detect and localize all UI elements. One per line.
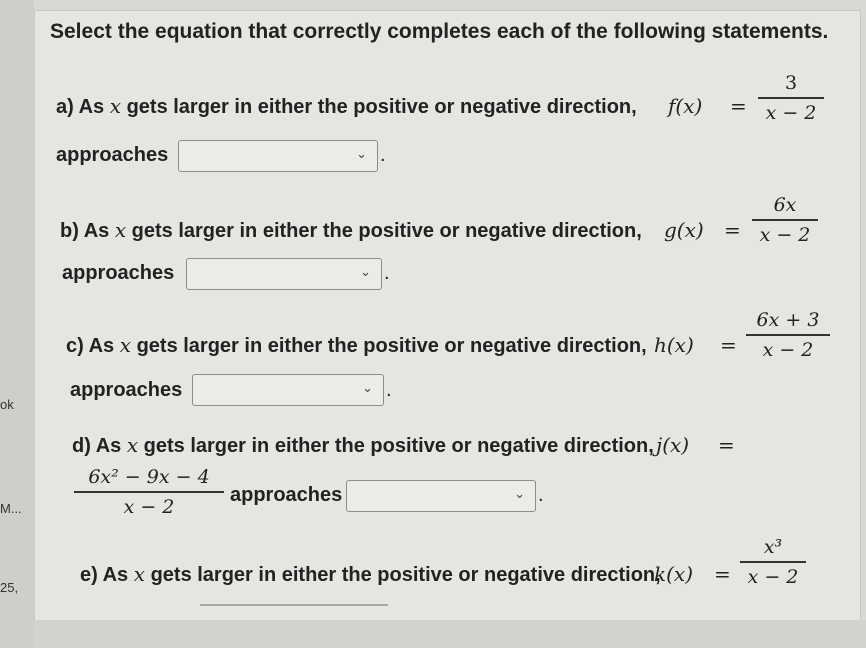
question-a-numerator: 3 — [784, 72, 798, 94]
question-c-var: x — [119, 333, 132, 357]
question-c-fraction — [746, 309, 830, 361]
question-a-period: . — [380, 144, 386, 166]
question-c-equals: = — [720, 333, 737, 357]
question-d-suffix: gets larger in either the positive or negative direction, — [138, 435, 654, 457]
question-d-function: j(x) — [656, 433, 690, 457]
question-b-prefix: b) As — [60, 220, 115, 242]
question-b-var: x — [114, 218, 127, 242]
question-e-var: x — [133, 562, 146, 586]
question-e-function: k(x) — [654, 562, 694, 586]
question-e-fraction — [740, 536, 806, 588]
question-a-fraction — [758, 72, 824, 124]
question-d-dropdown[interactable] — [346, 480, 536, 512]
question-a-text — [56, 94, 637, 119]
question-a-var: x — [109, 94, 122, 118]
question-c-denominator: x − 2 — [762, 339, 814, 361]
sidebar-label-m: M... — [0, 501, 22, 516]
question-d-text — [72, 433, 654, 458]
chevron-down-icon: ⌄ — [360, 265, 371, 280]
question-b-denominator: x − 2 — [759, 224, 811, 246]
question-b-numerator: 6x — [773, 194, 797, 216]
chevron-down-icon: ⌄ — [362, 381, 373, 396]
question-d-prefix: d) As — [72, 435, 127, 457]
question-d-numerator: 6x² − 9x − 4 — [88, 466, 210, 488]
question-d-period: . — [538, 484, 544, 506]
question-e-denominator: x − 2 — [747, 566, 799, 588]
question-e-dropdown-partial[interactable] — [200, 604, 388, 606]
question-c-suffix: gets larger in either the positive or negative direction, — [131, 335, 647, 357]
question-c-approaches: approaches — [70, 379, 183, 401]
question-a-function: f(x) — [668, 94, 703, 118]
question-b-function: g(x) — [664, 218, 704, 242]
question-b-equals: = — [724, 218, 741, 242]
question-b-approaches: approaches — [62, 262, 175, 284]
chevron-down-icon: ⌄ — [356, 147, 367, 162]
question-a-approaches: approaches — [56, 144, 169, 166]
question-d-fraction — [74, 466, 224, 518]
question-b-fraction — [752, 194, 818, 246]
question-c-text — [66, 333, 647, 358]
question-a-equals: = — [730, 94, 747, 118]
question-e-text — [80, 562, 661, 587]
question-a-suffix: gets larger in either the positive or negative direction, — [121, 96, 637, 118]
question-c-numerator: 6x + 3 — [756, 309, 820, 331]
question-b-suffix: gets larger in either the positive or negative direction, — [126, 220, 642, 242]
question-a-denominator: x − 2 — [765, 102, 817, 124]
question-b-period: . — [384, 262, 390, 284]
sidebar-label-25: 25, — [0, 580, 19, 595]
chevron-down-icon: ⌄ — [514, 487, 525, 502]
question-e-numerator: x³ — [763, 536, 783, 558]
question-d-var: x — [126, 433, 139, 457]
instruction-text: Select the equation that correctly completes each of the following statements. — [50, 20, 829, 43]
sidebar-label-ok: ok — [0, 397, 14, 412]
question-a-prefix: a) As — [56, 96, 110, 118]
question-e-prefix: e) As — [80, 564, 134, 586]
question-c-dropdown[interactable] — [192, 374, 384, 406]
question-e-suffix: gets larger in either the positive or negative direction, — [145, 564, 661, 586]
question-c-function: h(x) — [654, 333, 694, 357]
question-e-equals: = — [714, 562, 731, 586]
left-sidebar-strip — [0, 0, 34, 648]
question-b-dropdown[interactable] — [186, 258, 382, 290]
question-c-prefix: c) As — [66, 335, 120, 357]
question-d-approaches: approaches — [230, 484, 343, 506]
question-c-period: . — [386, 379, 392, 401]
bottom-band — [34, 620, 866, 648]
question-a-dropdown[interactable] — [178, 140, 378, 172]
question-b-text — [60, 218, 642, 243]
question-d-denominator: x − 2 — [123, 496, 175, 518]
question-d-equals: = — [718, 433, 735, 457]
